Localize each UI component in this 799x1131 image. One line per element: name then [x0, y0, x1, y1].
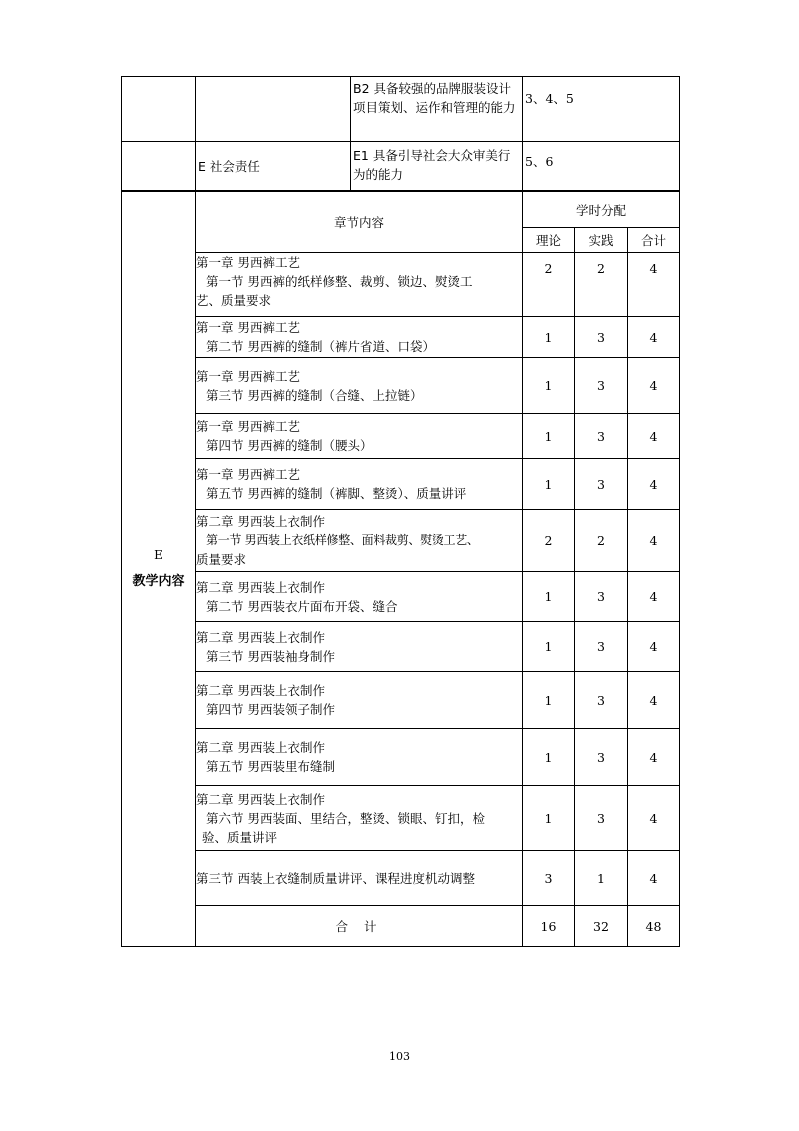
category-cell: E 社会责任	[196, 142, 351, 191]
chapter-title: 第二章 男西装上衣制作	[196, 683, 325, 698]
table-row	[122, 77, 680, 142]
theory-hours: 1	[523, 414, 575, 459]
chapter-content	[196, 358, 523, 414]
table-row	[122, 786, 680, 851]
practice-hours: 3	[575, 572, 628, 622]
table-row	[122, 358, 680, 414]
ability-cell: E1 具备引导社会大众审美行为的能力	[351, 142, 523, 191]
chapter-title: 第二章 男西装上衣制作	[196, 514, 325, 529]
table-row	[122, 253, 680, 317]
practice-hours: 2	[575, 510, 628, 572]
chapter-content	[196, 253, 523, 317]
theory-header: 理论	[523, 228, 575, 253]
total-hours: 4	[628, 510, 680, 572]
chapter-content	[196, 510, 523, 572]
section-title-text: 第四节 男西装领子制作	[206, 702, 335, 717]
total-hours: 4	[628, 851, 680, 906]
chapter-content	[196, 851, 523, 906]
section-title-text: 第一节 男西裤的纸样修整、裁剪、锁边、熨烫工	[206, 274, 473, 289]
total-hours: 4	[628, 253, 680, 317]
section-title-text: 第三节 男西裤的缝制（合缝、上拉链）	[206, 387, 423, 403]
table-row	[122, 142, 680, 191]
table-row	[122, 729, 680, 786]
practice-hours: 3	[575, 358, 628, 414]
header-row	[122, 192, 680, 228]
table-row	[122, 622, 680, 672]
section-title-text: 第一节 男西装上衣纸样修整、面料裁剪、熨烫工艺、	[206, 533, 479, 547]
theory-hours: 1	[523, 729, 575, 786]
chapter-content	[196, 317, 523, 358]
chapter-title: 第一章 男西裤工艺	[196, 255, 300, 270]
table-row	[122, 414, 680, 459]
courses-cell: 3、4、5	[523, 77, 680, 142]
chapter-title: 第一章 男西裤工艺	[196, 368, 300, 384]
total-hours: 4	[628, 459, 680, 510]
theory-hours: 3	[523, 851, 575, 906]
chapter-title: 第二章 男西装上衣制作	[196, 791, 325, 807]
table-row	[122, 572, 680, 622]
chapter-title: 第二章 男西装上衣制作	[196, 740, 325, 755]
total-hours: 4	[628, 786, 680, 851]
theory-hours: 1	[523, 358, 575, 414]
practice-hours: 1	[575, 851, 628, 906]
chapter-content	[196, 414, 523, 459]
table-row	[122, 672, 680, 729]
chapter-title: 第三节 西装上衣缝制质量讲评、课程进度机动调整	[196, 870, 475, 886]
practice-total: 32	[575, 906, 628, 947]
table-row	[122, 510, 680, 572]
practice-hours: 3	[575, 622, 628, 672]
practice-header: 实践	[575, 228, 628, 253]
practice-hours: 3	[575, 786, 628, 851]
theory-hours: 1	[523, 317, 575, 358]
theory-hours: 1	[523, 672, 575, 729]
grand-total: 48	[628, 906, 680, 947]
section-title-text: 第五节 男西装里布缝制	[206, 759, 335, 774]
section-title-cont: 艺、质量要求	[196, 293, 272, 308]
section-title-text: 第二节 男西裤的缝制（裤片省道、口袋）	[206, 339, 435, 354]
total-hours: 4	[628, 572, 680, 622]
chapter-title: 第一章 男西裤工艺	[196, 419, 300, 434]
section-title: 教学内容	[132, 574, 185, 589]
total-hours: 4	[628, 414, 680, 459]
table-row	[122, 851, 680, 906]
total-header: 合计	[628, 228, 680, 253]
section-letter: E	[154, 548, 163, 562]
total-hours: 4	[628, 317, 680, 358]
section-title-text: 第三节 男西装袖身制作	[206, 648, 335, 664]
theory-hours: 1	[523, 459, 575, 510]
chapter-content	[196, 622, 523, 672]
theory-hours: 1	[523, 622, 575, 672]
chapter-content	[196, 729, 523, 786]
empty-cell	[122, 77, 196, 142]
chapter-content	[196, 459, 523, 510]
section-title-text: 第五节 男西裤的缝制（裤脚、整烫）、质量讲评	[206, 486, 467, 501]
hours-group-header: 学时分配	[523, 192, 680, 228]
section-title-cont: 验、质量讲评	[202, 829, 278, 845]
chapter-title: 第一章 男西裤工艺	[196, 320, 300, 335]
totals-label: 合 计	[196, 906, 523, 947]
teaching-content-table	[121, 191, 680, 947]
chapter-content	[196, 786, 523, 851]
practice-hours: 3	[575, 317, 628, 358]
ability-table	[121, 76, 680, 191]
practice-hours: 3	[575, 414, 628, 459]
practice-hours: 3	[575, 729, 628, 786]
theory-hours: 1	[523, 786, 575, 851]
section-title-text: 第六节 男西装面、里结合，整烫、锁眼、钉扣，检	[206, 810, 485, 826]
category-cell	[196, 77, 351, 142]
courses-cell: 5、6	[523, 142, 680, 191]
theory-hours: 1	[523, 572, 575, 622]
total-hours: 4	[628, 729, 680, 786]
section-title-text: 第二节 男西装衣片面布开袋、缝合	[206, 598, 398, 614]
chapter-content	[196, 572, 523, 622]
section-title-cont: 质量要求	[196, 552, 247, 567]
section-label-cell	[122, 192, 196, 947]
practice-hours: 3	[575, 672, 628, 729]
practice-hours: 2	[575, 253, 628, 317]
totals-row	[122, 906, 680, 947]
table-row	[122, 459, 680, 510]
section-title-text: 第四节 男西裤的缝制（腰头）	[206, 438, 373, 453]
chapter-title: 第二章 男西装上衣制作	[196, 579, 325, 595]
theory-hours: 2	[523, 253, 575, 317]
page-number: 103	[389, 1050, 410, 1063]
chapter-title: 第二章 男西装上衣制作	[196, 629, 325, 645]
empty-cell	[122, 142, 196, 191]
ability-cell: B2 具备较强的品牌服装设计项目策划、运作和管理的能力	[351, 77, 523, 142]
chapter-column-header: 章节内容	[196, 192, 523, 253]
chapter-title: 第一章 男西裤工艺	[196, 467, 300, 482]
theory-total: 16	[523, 906, 575, 947]
practice-hours: 3	[575, 459, 628, 510]
total-hours: 4	[628, 358, 680, 414]
theory-hours: 2	[523, 510, 575, 572]
total-hours: 4	[628, 622, 680, 672]
chapter-content	[196, 672, 523, 729]
table-row	[122, 317, 680, 358]
total-hours: 4	[628, 672, 680, 729]
